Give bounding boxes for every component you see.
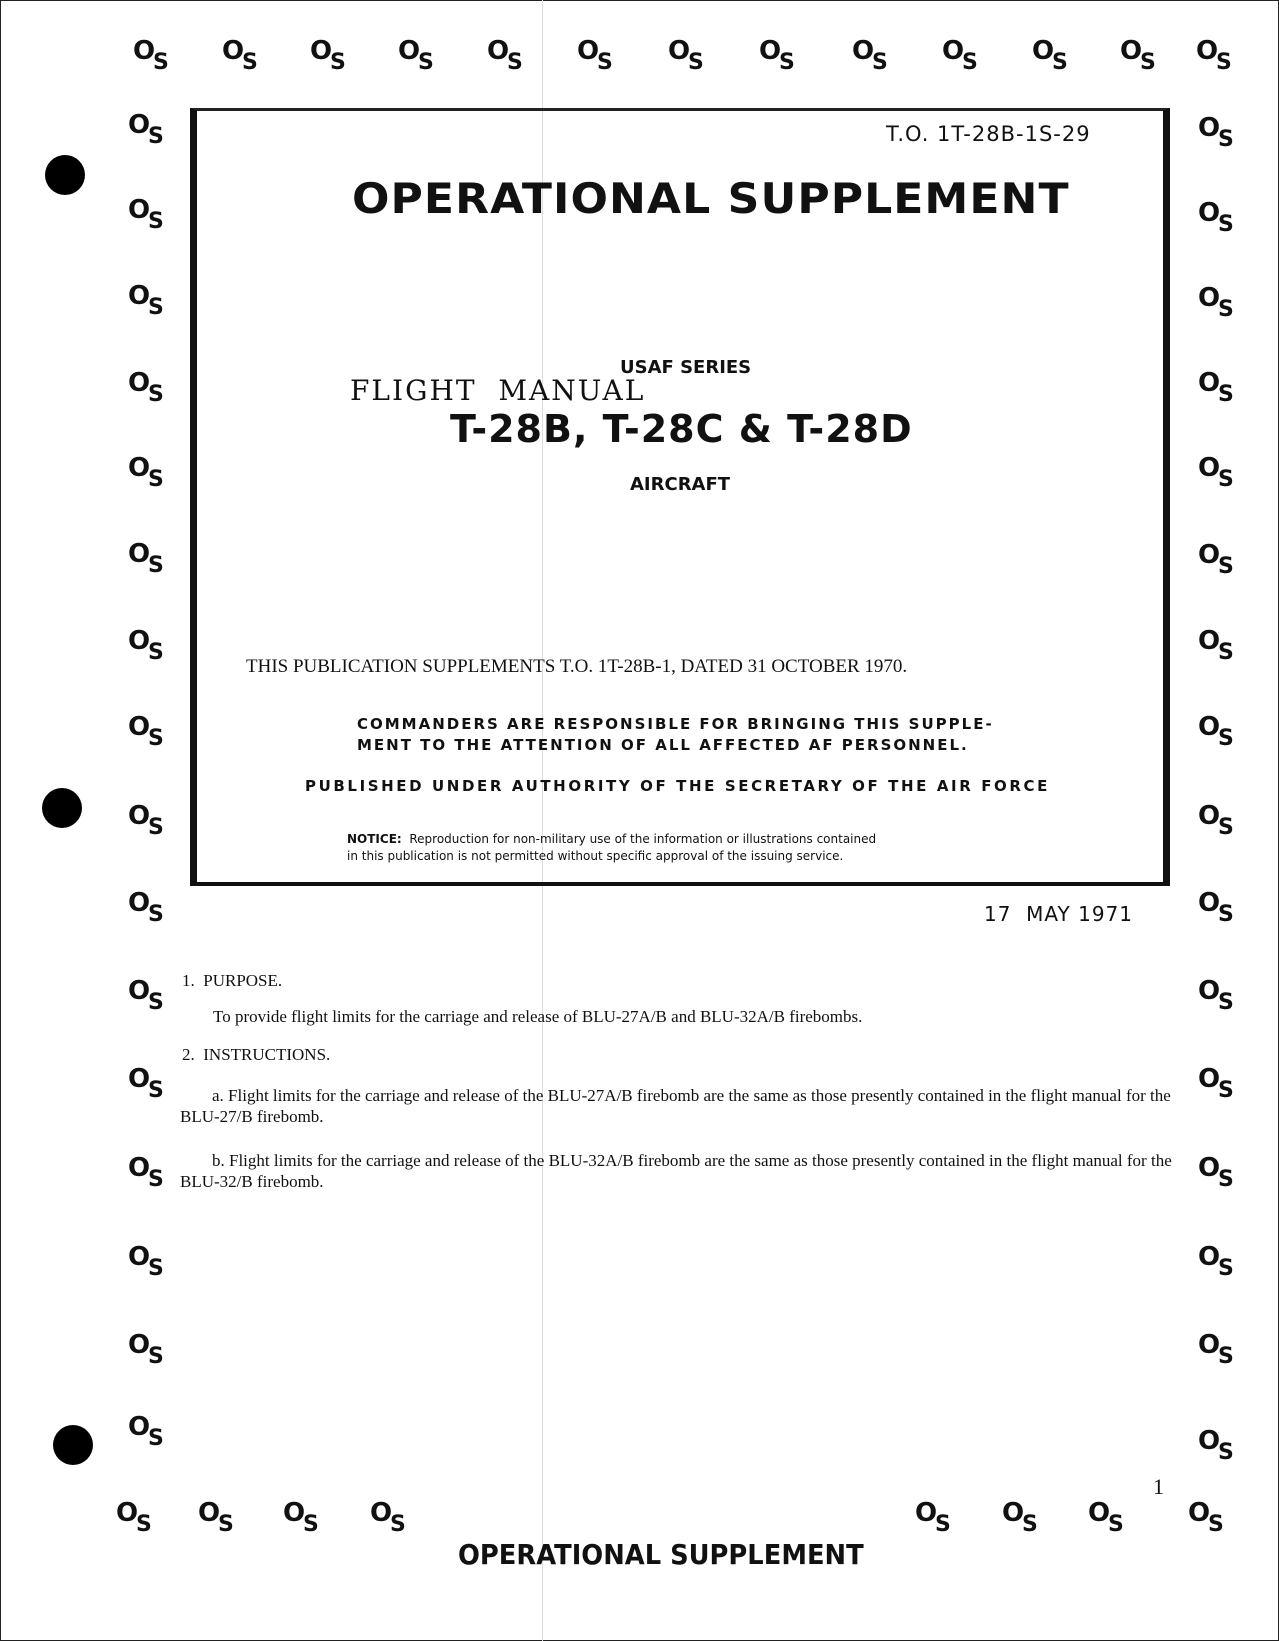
footer-title: OPERATIONAL SUPPLEMENT	[458, 1538, 864, 1571]
os-mark: O S	[1188, 1498, 1224, 1537]
title-frame	[190, 108, 1170, 886]
notice-label: NOTICE:	[347, 832, 402, 846]
os-mark: O S	[222, 36, 258, 75]
reproduction-notice	[347, 831, 876, 865]
os-mark: O S	[577, 36, 613, 75]
notice-line-2: in this publication is not permitted without specific approval of the issuing service.	[347, 849, 844, 863]
aircraft-models: T-28B, T-28C & T-28D	[450, 407, 913, 451]
os-mark: O S	[128, 1064, 164, 1103]
os-mark: O S	[487, 36, 523, 75]
binder-hole-bottom	[53, 1425, 93, 1465]
os-mark: O S	[198, 1498, 234, 1537]
os-mark: O S	[310, 36, 346, 75]
os-mark: O S	[398, 36, 434, 75]
os-mark: O S	[1198, 626, 1234, 665]
os-mark: O S	[370, 1498, 406, 1537]
os-mark: O S	[128, 453, 164, 492]
os-mark: O S	[852, 36, 888, 75]
os-mark: O S	[1198, 1242, 1234, 1281]
os-mark: O S	[128, 1153, 164, 1192]
os-mark: O S	[915, 1498, 951, 1537]
authority-statement: PUBLISHED UNDER AUTHORITY OF THE SECRETARY OF THE AIR FORCE	[305, 777, 1050, 795]
os-mark: O S	[1196, 36, 1232, 75]
os-mark: O S	[128, 368, 164, 407]
binder-hole-top	[45, 155, 85, 195]
instruction-paragraph-a: a. Flight limits for the carriage and release of the BLU-27A/B firebomb are the same as those presently contained in the flight manual for the BLU-27/B firebomb.	[180, 1086, 1171, 1126]
os-mark: O S	[128, 888, 164, 927]
os-mark: O S	[1032, 36, 1068, 75]
series-label: USAF SERIES	[620, 357, 752, 378]
os-mark: O S	[1002, 1498, 1038, 1537]
os-mark: O S	[128, 281, 164, 320]
os-mark: O S	[1198, 1153, 1234, 1192]
binder-hole-middle	[42, 788, 82, 828]
os-mark: O S	[128, 712, 164, 751]
os-mark: O S	[116, 1498, 152, 1537]
commanders-line-1: COMMANDERS ARE RESPONSIBLE FOR BRINGING THIS SUPPLE-	[357, 715, 994, 733]
os-mark: O S	[128, 539, 164, 578]
os-mark: O S	[128, 976, 164, 1015]
supplements-statement: THIS PUBLICATION SUPPLEMENTS T.O. 1T-28B-1, DATED 31 OCTOBER 1970.	[246, 656, 908, 677]
os-mark: O S	[1198, 712, 1234, 751]
os-mark: O S	[1198, 540, 1234, 579]
to-number: T.O. 1T-28B-1S-29	[886, 122, 1091, 146]
aircraft-label: AIRCRAFT	[630, 474, 731, 495]
os-mark: O S	[128, 801, 164, 840]
os-mark: O S	[1198, 368, 1234, 407]
os-mark: O S	[128, 195, 164, 234]
os-mark: O S	[1198, 113, 1234, 152]
os-mark: O S	[942, 36, 978, 75]
os-mark: O S	[128, 1242, 164, 1281]
commanders-notice	[357, 714, 994, 756]
section-heading-purpose: 1. PURPOSE.	[182, 971, 283, 990]
os-mark: O S	[1198, 1064, 1234, 1103]
publication-date: 17 MAY 1971	[984, 902, 1134, 926]
os-mark: O S	[668, 36, 704, 75]
purpose-text: To provide flight limits for the carriage and release of BLU-27A/B and BLU-32A/B firebombs.	[213, 1007, 863, 1026]
os-mark: O S	[1198, 801, 1234, 840]
notice-line-1: Reproduction for non-military use of the information or illustrations contained	[409, 832, 877, 846]
document-title: OPERATIONAL SUPPLEMENT	[352, 174, 1070, 223]
os-mark: O S	[1120, 36, 1156, 75]
os-mark: O S	[1198, 1426, 1234, 1465]
os-mark: O S	[1088, 1498, 1124, 1537]
os-mark: O S	[1198, 198, 1234, 237]
os-mark: O S	[1198, 283, 1234, 322]
os-mark: O S	[1198, 453, 1234, 492]
page-number: 1	[1153, 1474, 1164, 1499]
os-mark: O S	[283, 1498, 319, 1537]
os-mark: O S	[128, 1412, 164, 1451]
instruction-paragraph-b: b. Flight limits for the carriage and release of the BLU-32A/B firebomb are the same as those presently contained in the flight manual for the BLU-32/B firebomb.	[180, 1151, 1172, 1191]
os-mark: O S	[1198, 1330, 1234, 1369]
os-mark: O S	[128, 1330, 164, 1369]
commanders-line-2: MENT TO THE ATTENTION OF ALL AFFECTED AF PERSONNEL.	[357, 736, 969, 754]
os-mark: O S	[1198, 976, 1234, 1015]
os-mark: O S	[128, 626, 164, 665]
os-mark: O S	[1198, 888, 1234, 927]
os-mark: O S	[133, 36, 169, 75]
os-mark: O S	[128, 110, 164, 149]
manual-label: FLIGHT MANUAL	[350, 374, 646, 407]
os-mark: O S	[759, 36, 795, 75]
section-heading-instructions: 2. INSTRUCTIONS.	[182, 1045, 331, 1064]
